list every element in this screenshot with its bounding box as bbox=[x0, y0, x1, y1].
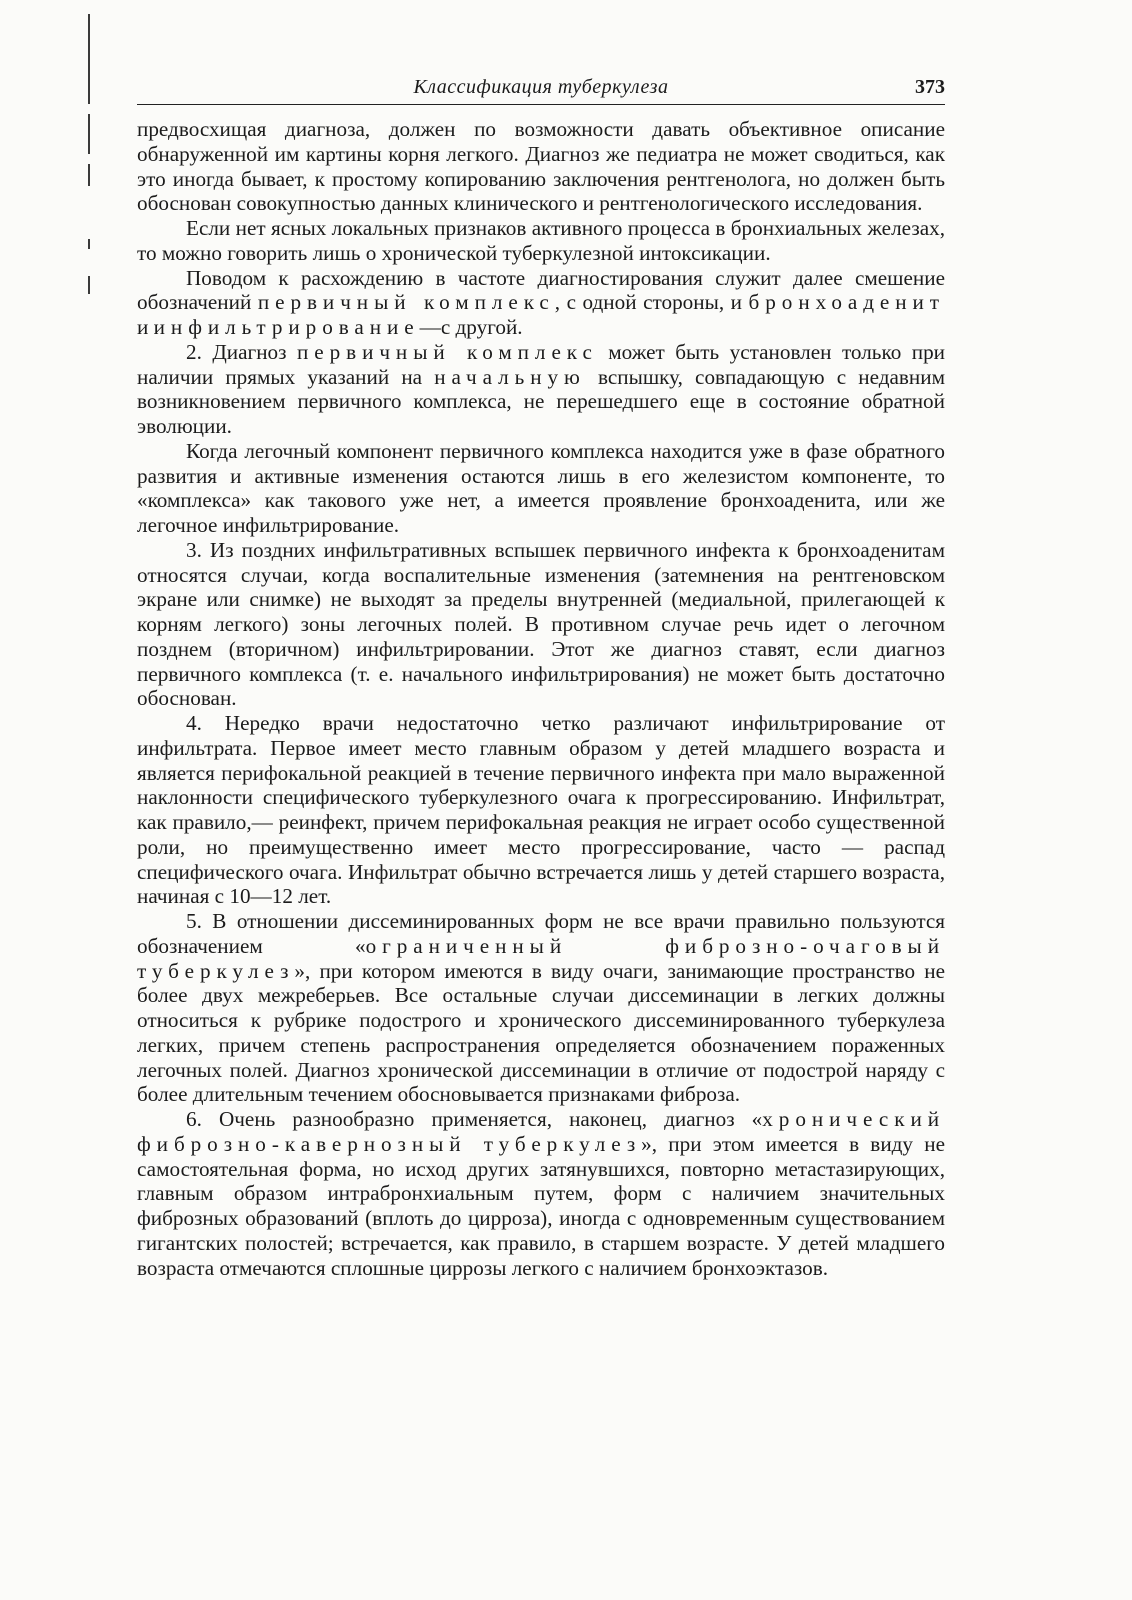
text-run: , с одной стороны, и bbox=[554, 290, 749, 315]
spaced-term: бронхоаденит bbox=[748, 290, 945, 315]
text-run: может быть установлен только при наличии прямых указаний на bbox=[137, 339, 946, 389]
text-run: Поводом к расхождению в частоте диагностирования служит далее смешение обозначений bbox=[137, 265, 945, 315]
paragraph bbox=[137, 117, 945, 216]
text-run: 6. Очень разнообразно применяется, наконец, диагноз « bbox=[186, 1107, 763, 1131]
text-run: », при этом имеется в виду не самостоятельная форма, но исход других затянувшихся, повторно метастазирующих, главным образом интрабронхиальным путем, форм с наличием значительных фиброзных образований (вплоть до цирроза), иногда с одновременным существованием гигантских полостей; встречается, как правило, в старшем возрасте. У детей младшего возраста отмечаются сплошные циррозы легкого с наличием бронхоэктазов. bbox=[137, 1131, 945, 1280]
spaced-term: хронический фиброзно-кавернозный туберкулез bbox=[137, 1107, 945, 1156]
text-run: 5. В отношении диссеминированных форм не все врачи правильно пользуются обозначением « bbox=[137, 909, 945, 958]
text-run: 2. Диагноз bbox=[186, 339, 297, 364]
spaced-term: первичный комплекс bbox=[257, 290, 555, 315]
text-run: и bbox=[137, 315, 154, 339]
spaced-term: начальную bbox=[434, 364, 586, 389]
scan-margin-marks bbox=[88, 14, 96, 314]
text-run: », при котором имеются в виду очаги, занимающие пространство не более двух межреберьев. Все остальные случаи диссеминации в легких должны относиться к рубрике подострого и хронического диссеминированного туберкулеза легких, причем степень распространения определяется обозначением пораженных легочных полей. Диагноз хронической диссеминации в отличие от подострой наряду с более длительным течением обосновывается признаками фиброза. bbox=[137, 958, 945, 1107]
paragraph bbox=[137, 340, 945, 439]
text-run: вспышку, совпадающую с недавним возникновением первичного комплекса, не перешедшего еще в состояние обратной эволюции. bbox=[137, 364, 945, 438]
paragraph bbox=[137, 1107, 945, 1280]
text-run: предвосхищая диагноза, должен по возможности давать объективное описание обнаруженной им картины корня легкого. Диагноз же педиатра не может сводиться, как это иногда бывает, к простому копированию заключения рентгенолога, но должен быть обоснован совокупностью данных клинического и рентгенологического исследования. bbox=[137, 117, 945, 216]
spaced-term: инфильтрирование bbox=[153, 315, 420, 339]
paragraph bbox=[137, 538, 945, 711]
spaced-term: первичный комплекс bbox=[296, 339, 598, 364]
text-run: Если нет ясных локальных признаков активного процесса в бронхиальных железах, то можно говорить лишь о хронической туберкулезной интоксикации. bbox=[137, 216, 945, 265]
paragraph bbox=[137, 266, 945, 340]
page-header bbox=[137, 70, 945, 105]
paragraph bbox=[137, 909, 945, 1107]
text-run: 3. Из поздних инфильтративных вспышек первичного инфекта к бронхоаденитам относятся случаи, когда воспалительные изменения (затемнения на рентгеновском экране или снимке) не выходят за пределы внутренней (медиальной, прилегающей к корням легкого) зоны легочных полей. В противном случае речь идет о легочном позднем (вторичном) инфильтрировании. Этот же диагноз ставят, если диагноз первичного комплекса (т. е. начального инфильтрирования) не может быть достаточно обоснован. bbox=[137, 537, 945, 711]
text-run: 4. Нередко врачи недостаточно четко различают инфильтрирование от инфильтрата. Первое имеет место главным образом у детей младшего возраста и является перифокальной реакцией в течение первичного инфекта при мало выраженной наклонности специфического туберкулезного очага к прогрессированию. Инфильтрат, как правило,— реинфект, причем перифокальная реакция не играет особо существенной роли, но преимущественно имеет место прогрессирование, часто — распад специфического очага. Инфильтрат обычно встречается лишь у детей старшего возраста, начиная с 10—12 лет. bbox=[137, 711, 945, 909]
body-text bbox=[137, 117, 945, 1280]
text-run: —с другой. bbox=[419, 315, 523, 339]
text-run: Когда легочный компонент первичного комплекса находится уже в фазе обратного развития и активные изменения остаются лишь в его железистом компоненте, то «комплекса» как такового уже нет, а имеется проявление бронхоаденита, или же легочное инфильтрирование. bbox=[137, 438, 945, 537]
running-title: Классификация туберкулеза bbox=[413, 76, 669, 98]
spaced-term: ограниченный фиброзно-очаговый туберкулез bbox=[137, 933, 945, 983]
paragraph bbox=[137, 711, 945, 909]
paragraph bbox=[137, 216, 945, 266]
paragraph bbox=[137, 439, 945, 538]
page-number: 373 bbox=[915, 76, 945, 98]
